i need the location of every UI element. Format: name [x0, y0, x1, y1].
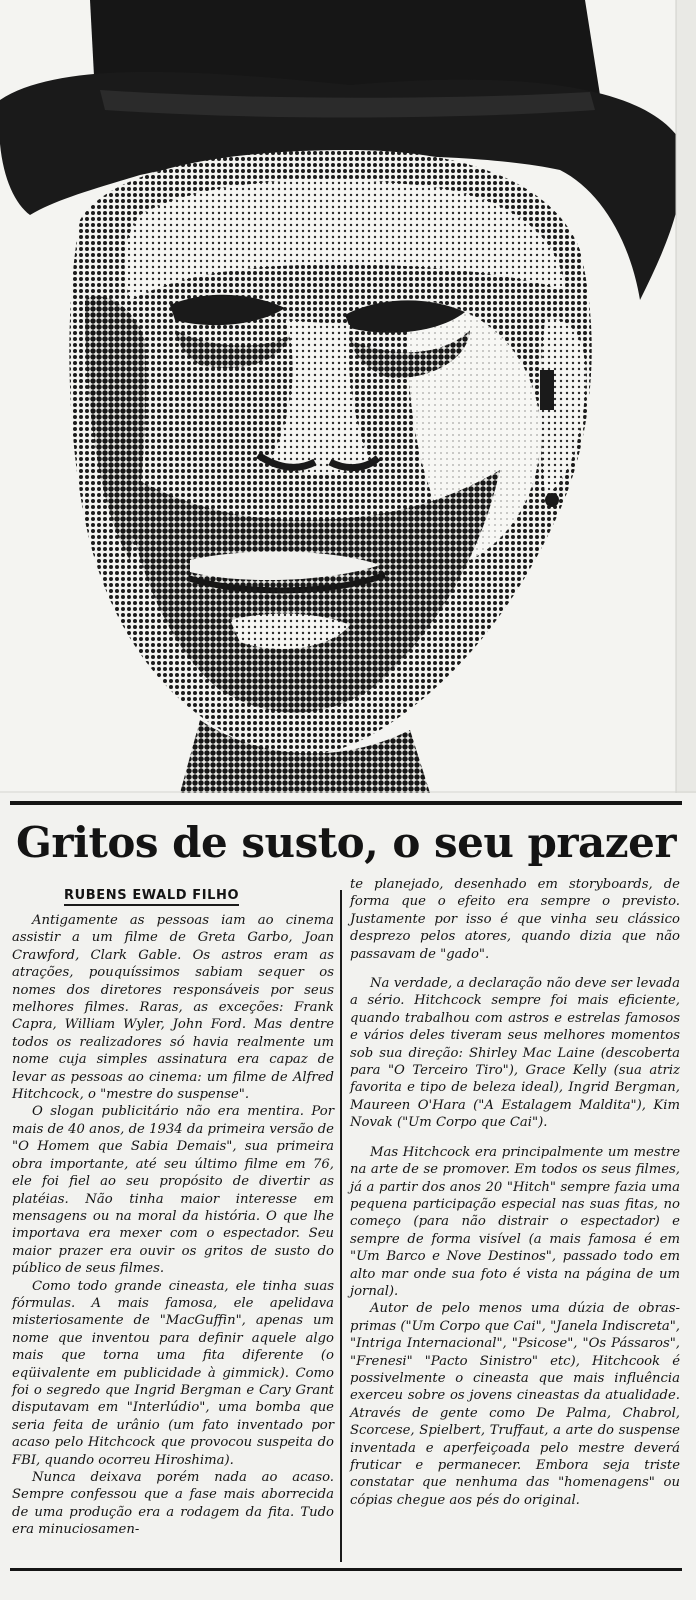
top-rule: [10, 801, 682, 805]
bottom-rule: [10, 1568, 682, 1571]
portrait-photo: [0, 0, 696, 793]
right-column: [350, 876, 680, 1509]
paragraph: te planejado, desenhado em storyboards, de forma que o efeito era sempre o previsto. Justamente por isso é que vinha seu clássico desprezo pelos atores, quando dizia que não passavam de "gado".: [350, 877, 680, 962]
headline: Gritos de susto, o seu prazer: [16, 818, 676, 867]
paragraph: Na verdade, a declaração não deve ser levada a sério. Hitchcock sempre foi mais eficiente, quando trabalhou com astros e estrelas famosos e vários deles tiveram seus melhores momentos sob sua direção: Shirley Mac Laine (descoberta para "O Terceiro Tiro"), Grace Kelly (sua atriz favorita e tipo de beleza ideal), Ingrid Bergman, Maureen O'Hara ("A Estalagem Maldita"), Kim Novak ("Um Corpo que Cai").: [350, 976, 680, 1131]
paragraph: Antigamente as pessoas iam ao cinema assistir a um filme de Greta Garbo, Joan Crawford, Clark Gable. Os astros eram as atrações, pouquíssimos sabiam sequer os nomes dos diretores responsáveis por seus melhores filmes. Raras, as exceções: Frank Capra, William Wyler, John Ford. Mas dentre todos os realizadores só havia realmente um nome cuja simples assinatura era capaz de levar as pessoas ao cinema: um filme de Alfred Hitchcock, o "mestre do suspense".: [12, 913, 334, 1103]
paragraph: Nunca deixava porém nada ao acaso. Sempre confessou que a fase mais aborrecida de uma produção era a rodagem da fita. Tudo era minuciosamen-: [12, 1470, 334, 1538]
portrait-illustration: [0, 0, 696, 793]
paragraph: Como todo grande cineasta, ele tinha suas fórmulas. A mais famosa, ele apelidava misteriosamente de "MacGuffin", apenas um nome que inventou para definir aquele algo mais que torna uma fita diferente (o eqüivalente em publicidade à gimmick). Como foi o segredo que Ingrid Bergman e Cary Grant disputavam em "Interlúdio", uma bomba que seria feita de urânio (um fato inventado por acaso pelo Hitchcock que provocou suspeita do FBI, quando ocorreu Hiroshima).: [12, 1278, 334, 1468]
left-column: [12, 912, 334, 1539]
byline: RUBENS EWALD FILHO: [64, 888, 239, 906]
paragraph: Mas Hitchcock era principalmente um mestre na arte de se promover. Em todos os seus filmes, já a partir dos anos 20 "Hitch" sempre fazia uma pequena participação especial nas suas fitas, no começo (para não distrair o espectador) e sempre de forma visível (a mais famosa é em "Um Barco e Nove Destinos", passado todo em alto mar onde sua foto é vista na página de um jornal).: [350, 1144, 680, 1299]
paragraph: Autor de pelo menos uma dúzia de obras-primas ("Um Corpo que Cai", "Janela Indiscreta", "Intriga Internacional", "Psicose", "Os Pássaros", "Frenesi" "Pacto Sinistro" etc), Hitchcook é possivelmente o cineasta que mais influência exerceu sobre os jovens cineastas da atualidade. Através de gente como De Palma, Chabrol, Scorcese, Spielbert, Truffaut, a arte do suspense inventada e aperfeiçoada pelo mestre deverá fruticar e permanecer. Embora seja triste constatar que nenhuma das "homenagens" ou cópias chegue aos pés do original.: [350, 1301, 680, 1508]
paragraph: O slogan publicitário não era mentira. Por mais de 40 anos, de 1934 da primeira versão de "O Homem que Sabia Demais", sua primeira obra importante, até seu último filme em 76, ele foi fiel ao seu propósito de divertir as platéias. Não tinha maior interesse em mensagens ou na moral da história. O que lhe importava era mexer com o espectador. Seu maior prazer era ouvir os gritos de susto do público de seus filmes.: [12, 1104, 334, 1277]
column-divider: [340, 890, 342, 1562]
